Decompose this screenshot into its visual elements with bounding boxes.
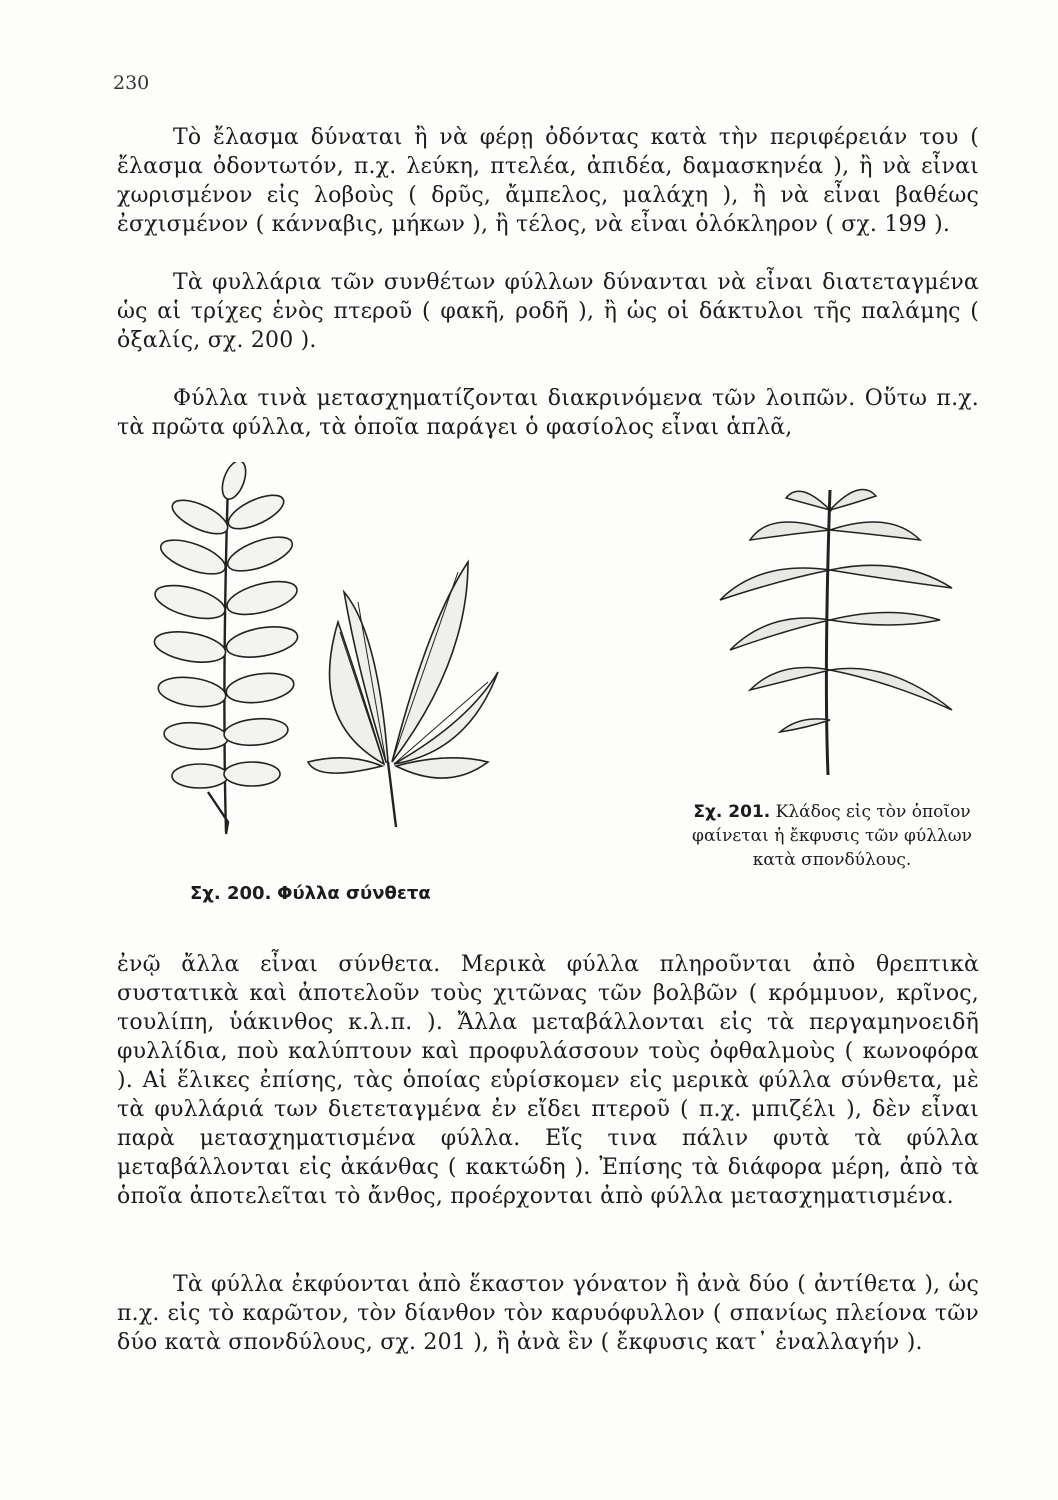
paragraph-3: Φύλλα τινὰ μετασχηματίζονται διακρινόμενα τῶν λοιπῶν. Οὕτω π.χ. τὰ πρῶτα φύλλα, τὰ ὁποῖα παράγει ὁ φασίολος εἶναι ἁπλᾶ,: [117, 386, 979, 440]
paragraph-5: Τὰ φύλλα ἐκφύονται ἀπὸ ἕκαστον γόνατον ἢ ἀνὰ δύο ( ἀντίθετα ), ὡς π.χ. εἰς τὸ καρῶτον, τὸν δίανθον τὸν καρυόφυλλον ( σπανίως πλείονα τῶν δύο κατὰ σπονδύλους, σχ. 201 ), ἢ ἀνὰ ἓν ( ἔκφυσις κατ᾽ ἐναλλαγήν ).: [117, 1272, 979, 1355]
whorled-branch-drawing: [720, 490, 952, 775]
figure-201-label: Σχ. 201.: [693, 802, 771, 822]
figure-200-caption: [190, 882, 431, 906]
page-number: 230: [113, 72, 150, 94]
figure-201: [690, 470, 980, 780]
figure-201-caption: [686, 800, 978, 872]
pinnate-leaf-drawing: [152, 462, 301, 834]
figure-201-title: Κλάδος εἰς τὸν ὁποῖον φαίνεται ἡ ἔκφυσις τῶν φύλλων κατὰ σπονδύλους.: [692, 802, 972, 870]
palmate-leaf-drawing: [308, 562, 498, 827]
whorled-branch-illustration: [690, 470, 980, 780]
paragraph-2: Τὰ φυλλάρια τῶν συνθέτων φύλλων δύνανται νὰ εἶναι διατεταγμένα ὡς αἱ τρίχες ἑνὸς πτεροῦ ( φακῆ, ροδῆ ), ἢ ὡς οἱ δάκτυλοι τῆς παλάμης ( ὀξαλίς, σχ. 200 ).: [117, 270, 979, 353]
paragraph-1: Τὸ ἔλασμα δύναται ἢ νὰ φέρῃ ὀδόντας κατὰ τὴν περιφέρειάν του ( ἔλασμα ὀδοντωτόν, π.χ. λεύκη, πτελέα, ἀπιδέα, δαμασκηνέα ), ἢ νὰ εἶναι χωρισμένον εἰς λοβοὺς ( δρῦς, ἄμπελος, μαλάχη ), ἢ νὰ εἶναι βαθέως ἐσχισμένον ( κάνναβις, μήκων ), ἢ τέλος, νὰ εἶναι ὁλόκληρον ( σχ. 199 ).: [117, 125, 979, 237]
figure-200: [148, 462, 508, 874]
paragraph-4: ἐνῷ ἄλλα εἶναι σύνθετα. Μερικὰ φύλλα πληροῦνται ἀπὸ θρεπτικὰ συστατικὰ καὶ ἀποτελοῦν τοὺς χιτῶνας τῶν βολβῶν ( κρόμμυον, κρῖνος, τουλίπη, ὑάκινθος κ.λ.π. ). Ἄλλα μεταβάλλονται εἰς τὰ περγαμηνοειδῆ φυλλίδια, ποὺ καλύπτουν καὶ προφυλάσσουν τοὺς ὀφθαλμοὺς ( κωνοφόρα ). Αἱ ἕλικες ἐπίσης, τὰς ὁποίας εὑρίσκομεν εἰς μερικὰ φύλλα σύνθετα, μὲ τὰ φυλλάριά των διετεταγμένα ἐν εἴδει πτεροῦ ( π.χ. μπιζέλι ), δὲν εἶναι παρὰ μετασχηματισμένα φύλλα. Εἴς τινα πάλιν φυτὰ τὰ φύλλα μεταβάλλονται εἰς ἀκάνθας ( κακτώδη ). Ἐπίσης τὰ διάφορα μέρη, ἀπὸ τὰ ὁποῖα ἀποτελεῖται τὸ ἄνθος, προέρχονται ἀπὸ φύλλα μετασχηματισμένα.: [117, 952, 979, 1209]
figure-200-title: Φύλλα σύνθετα: [277, 883, 431, 904]
figure-200-label: Σχ. 200.: [190, 883, 272, 904]
compound-leaves-illustration: [148, 462, 508, 874]
